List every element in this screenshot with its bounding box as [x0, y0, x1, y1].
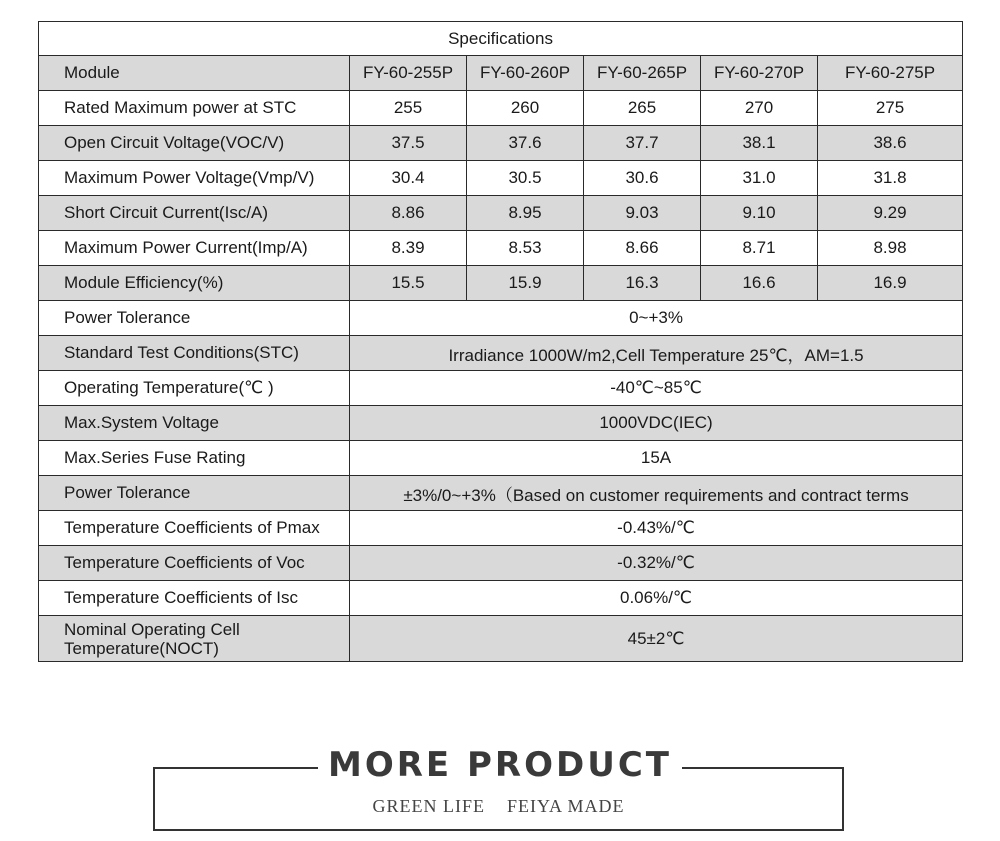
row-value: -0.43%/℃ — [350, 511, 963, 546]
row-label: Temperature Coefficients of Pmax — [39, 511, 350, 546]
table-title-row — [39, 22, 963, 56]
noct-label-line1: Nominal Operating Cell — [64, 619, 240, 639]
row-value: 265 — [584, 91, 701, 126]
model-name: FY-60-270P — [701, 56, 818, 91]
row-value: 37.7 — [584, 126, 701, 161]
row-value: Irradiance 1000W/m2,Cell Temperature 25℃，AM=1.5 — [350, 336, 963, 371]
more-product-subtitle — [153, 796, 844, 817]
table-row — [39, 161, 963, 196]
row-value: 16.9 — [818, 266, 963, 301]
row-value: 16.3 — [584, 266, 701, 301]
row-label: Temperature Coefficients of Voc — [39, 546, 350, 581]
row-label: Rated Maximum power at STC — [39, 91, 350, 126]
subtitle-left: GREEN LIFE — [372, 796, 485, 816]
row-value: 8.39 — [350, 231, 467, 266]
model-name: FY-60-255P — [350, 56, 467, 91]
table-row — [39, 196, 963, 231]
subtitle-right: FEIYA MADE — [506, 796, 625, 816]
table-row — [39, 546, 963, 581]
row-value: 255 — [350, 91, 467, 126]
table-row — [39, 476, 963, 511]
row-label: Maximum Power Voltage(Vmp/V) — [39, 161, 350, 196]
row-value: 270 — [701, 91, 818, 126]
row-value: 30.4 — [350, 161, 467, 196]
row-value: 8.66 — [584, 231, 701, 266]
row-value: 15A — [350, 441, 963, 476]
row-label: Max.Series Fuse Rating — [39, 441, 350, 476]
table-row — [39, 266, 963, 301]
row-value: 9.03 — [584, 196, 701, 231]
row-value: 38.6 — [818, 126, 963, 161]
row-label: Max.System Voltage — [39, 406, 350, 441]
row-label: Module Efficiency(%) — [39, 266, 350, 301]
row-value: 9.29 — [818, 196, 963, 231]
row-label: Power Tolerance — [39, 476, 350, 511]
row-label: Power Tolerance — [39, 301, 350, 336]
row-label: Operating Temperature(℃ ) — [39, 371, 350, 406]
row-value: -0.32%/℃ — [350, 546, 963, 581]
row-label: Short Circuit Current(Isc/A) — [39, 196, 350, 231]
row-value: 15.9 — [467, 266, 584, 301]
table-row — [39, 616, 963, 662]
table-row — [39, 371, 963, 406]
row-value: 37.5 — [350, 126, 467, 161]
row-value: 8.95 — [467, 196, 584, 231]
row-label: Open Circuit Voltage(VOC/V) — [39, 126, 350, 161]
row-value: 37.6 — [467, 126, 584, 161]
model-header-row — [39, 56, 963, 91]
specifications-table — [38, 21, 963, 662]
row-value: 45±2℃ — [350, 616, 963, 662]
table-row — [39, 336, 963, 371]
row-value: 8.53 — [467, 231, 584, 266]
row-value: -40℃~85℃ — [350, 371, 963, 406]
row-label — [39, 616, 350, 662]
row-value: ±3%/0~+3%（Based on customer requirements and contract terms — [350, 476, 963, 511]
row-value: 0~+3% — [350, 301, 963, 336]
table-row — [39, 511, 963, 546]
table-row — [39, 91, 963, 126]
model-name: FY-60-260P — [467, 56, 584, 91]
row-value: 15.5 — [350, 266, 467, 301]
table-row — [39, 581, 963, 616]
row-value: 8.86 — [350, 196, 467, 231]
row-value: 16.6 — [701, 266, 818, 301]
table-title: Specifications — [39, 22, 963, 56]
row-value: 275 — [818, 91, 963, 126]
noct-label-line2: Temperature(NOCT) — [64, 638, 219, 658]
row-value: 8.71 — [701, 231, 818, 266]
table-row — [39, 441, 963, 476]
row-label: Temperature Coefficients of Isc — [39, 581, 350, 616]
row-label: Maximum Power Current(Imp/A) — [39, 231, 350, 266]
module-header-label: Module — [39, 56, 350, 91]
row-label: Standard Test Conditions(STC) — [39, 336, 350, 371]
more-product-title: MORE PRODUCT — [318, 744, 682, 786]
row-value: 0.06%/℃ — [350, 581, 963, 616]
model-name: FY-60-265P — [584, 56, 701, 91]
row-value: 38.1 — [701, 126, 818, 161]
row-value: 31.0 — [701, 161, 818, 196]
row-value: 9.10 — [701, 196, 818, 231]
row-value: 30.5 — [467, 161, 584, 196]
row-value: 8.98 — [818, 231, 963, 266]
table-row — [39, 301, 963, 336]
row-value: 30.6 — [584, 161, 701, 196]
table-row — [39, 231, 963, 266]
table-row — [39, 126, 963, 161]
row-value: 31.8 — [818, 161, 963, 196]
model-name: FY-60-275P — [818, 56, 963, 91]
row-value: 1000VDC(IEC) — [350, 406, 963, 441]
table-row — [39, 406, 963, 441]
row-value: 260 — [467, 91, 584, 126]
more-product-banner — [0, 744, 1000, 786]
